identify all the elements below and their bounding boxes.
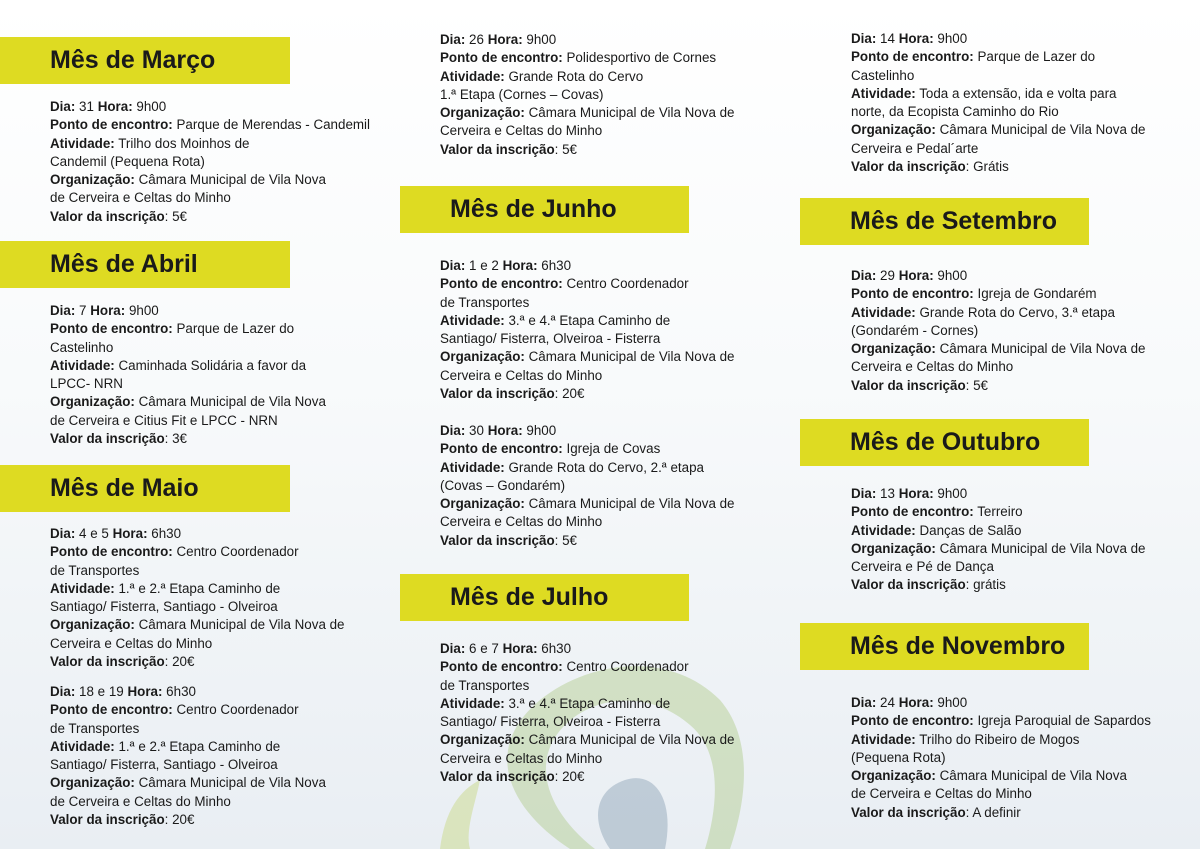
fee-label: Valor da inscrição <box>50 812 165 828</box>
dia-hora-line <box>440 31 735 49</box>
dia-value: 1 e 2 <box>469 258 499 273</box>
organization-value: Câmara Municipal de Vila Nova de <box>939 122 1146 138</box>
activity-line <box>440 477 735 495</box>
dia-label: Dia: <box>50 526 76 541</box>
organization-value: Cerveira e Celtas do Minho <box>440 514 603 530</box>
banner-marco <box>0 37 290 84</box>
hora-value: 9h00 <box>136 99 167 114</box>
organization-value: Câmara Municipal de Vila Nova de <box>528 732 735 748</box>
organization-value: Cerveira e Celtas do Minho <box>50 635 213 651</box>
activity-value: Santiago/ Fisterra, Olveiroa - Fisterra <box>440 714 661 730</box>
dia-hora-line <box>440 257 735 275</box>
meeting-point-label: Ponto de encontro: <box>50 544 173 560</box>
activity-line <box>440 68 735 86</box>
organization-value: Câmara Municipal de Vila Nova <box>138 394 326 410</box>
meeting-point-line <box>440 677 735 695</box>
fee-label: Valor da inscrição <box>50 654 165 670</box>
activity-value: Trilho dos Moinhos de <box>118 135 250 151</box>
organization-line <box>851 767 1151 785</box>
meeting-point-value: Centro Coordenador <box>176 544 299 560</box>
activity-value: 3.ª e 4.ª Etapa Caminho de <box>508 312 671 328</box>
activity-value: Grande Rota do Cervo, 2.ª etapa <box>508 459 704 475</box>
event-entry <box>440 640 735 786</box>
meeting-point-value: Terreiro <box>977 504 1023 520</box>
organization-value: Câmara Municipal de Vila Nova <box>138 775 326 791</box>
dia-hora-line <box>50 302 326 320</box>
meeting-point-line <box>440 658 735 676</box>
fee-line: Valor da inscrição: A definir <box>851 804 1021 820</box>
organization-label: Organização: <box>440 732 525 748</box>
organization-value: Câmara Municipal de Vila Nova <box>939 768 1127 784</box>
activity-line <box>851 749 1151 767</box>
meeting-point-line <box>440 49 735 67</box>
activity-line <box>50 598 345 616</box>
event-entry <box>851 485 1146 595</box>
activity-value: (Gondarém - Cornes) <box>851 322 979 338</box>
activity-line <box>50 357 326 375</box>
organization-value: Cerveira e Pé de Dança <box>851 559 994 575</box>
organization-value: Câmara Municipal de Vila Nova <box>138 172 326 188</box>
meeting-point-value: Parque de Merendas - Candemil <box>176 117 371 133</box>
meeting-point-line <box>851 48 1146 66</box>
fee-label: Valor da inscrição <box>50 431 165 447</box>
hora-label: Hora: <box>898 268 934 283</box>
organization-value: de Cerveira e Celtas do Minho <box>50 793 231 809</box>
organization-label: Organização: <box>851 768 936 784</box>
event-entry <box>50 525 345 671</box>
dia-hora-line <box>851 694 1151 712</box>
dia-value: 18 e 19 <box>79 684 124 699</box>
fee-line: Valor da inscrição: 20€ <box>440 769 585 785</box>
activity-value: Grande Rota do Cervo, 3.ª etapa <box>919 304 1115 320</box>
organization-value: Câmara Municipal de Vila Nova de <box>528 496 735 512</box>
meeting-point-value: Centro Coordenador <box>566 659 689 675</box>
fee-label: Valor da inscrição <box>50 208 165 224</box>
organization-line <box>50 393 326 411</box>
activity-value: Santiago/ Fisterra, Santiago - Olveiroa <box>50 599 278 615</box>
activity-label: Atividade: <box>851 731 916 747</box>
dia-hora-line <box>851 485 1146 503</box>
dia-hora-line <box>851 267 1146 285</box>
dia-value: 14 <box>880 31 895 46</box>
fee-line: Valor da inscrição: 20€ <box>50 654 195 670</box>
activity-value: LPCC- NRN <box>50 376 123 392</box>
fee-value: A definir <box>972 804 1021 820</box>
meeting-point-line <box>50 543 345 561</box>
hora-label: Hora: <box>898 486 934 501</box>
month-title: Mês de Março <box>50 46 216 74</box>
organization-value: Cerveira e Celtas do Minho <box>440 367 603 383</box>
organization-line <box>851 358 1146 376</box>
hora-value: 6h30 <box>166 684 196 699</box>
meeting-point-value: Polidesportivo de Cornes <box>566 50 717 66</box>
hora-label: Hora: <box>502 258 538 273</box>
event-entry <box>440 257 735 403</box>
month-title: Mês de Novembro <box>850 632 1066 660</box>
meeting-point-label: Ponto de encontro: <box>440 659 563 675</box>
meeting-point-line <box>851 67 1146 85</box>
organization-label: Organização: <box>440 349 525 365</box>
banner-abril <box>0 241 290 288</box>
organization-line <box>440 104 735 122</box>
organization-label: Organização: <box>851 341 936 357</box>
meeting-point-value: de Transportes <box>440 677 530 693</box>
activity-label: Atividade: <box>851 522 916 538</box>
organization-value: de Cerveira e Celtas do Minho <box>851 786 1032 802</box>
activity-line <box>851 85 1146 103</box>
fee-label: Valor da inscrição <box>440 532 555 548</box>
meeting-point-label: Ponto de encontro: <box>440 441 563 457</box>
organization-line <box>851 140 1146 158</box>
meeting-point-value: Centro Coordenador <box>566 276 689 292</box>
event-entry <box>440 31 735 159</box>
hora-label: Hora: <box>487 32 523 47</box>
activity-label: Atividade: <box>440 68 505 84</box>
organization-line <box>440 731 735 749</box>
hora-label: Hora: <box>898 695 934 710</box>
activity-line <box>440 459 735 477</box>
event-entry <box>440 422 735 550</box>
activity-label: Atividade: <box>50 738 115 754</box>
meeting-point-value: Parque de Lazer do <box>176 321 295 337</box>
dia-label: Dia: <box>440 423 466 438</box>
organization-line <box>440 513 735 531</box>
fee-value: 5€ <box>973 377 988 393</box>
activity-value: (Pequena Rota) <box>851 749 946 765</box>
activity-value: Trilho do Ribeiro de Mogos <box>919 731 1080 747</box>
organization-label: Organização: <box>851 540 936 556</box>
organization-label: Organização: <box>50 775 135 791</box>
organization-value: Cerveira e Celtas do Minho <box>440 123 603 139</box>
meeting-point-value: de Transportes <box>50 720 140 736</box>
fee-line: Valor da inscrição: 5€ <box>440 532 577 548</box>
organization-line <box>50 171 370 189</box>
meeting-point-line <box>50 320 326 338</box>
fee-line: Valor da inscrição: Grátis <box>851 159 1009 175</box>
activity-label: Atividade: <box>50 135 115 151</box>
fee-label: Valor da inscrição <box>851 159 966 175</box>
activity-label: Atividade: <box>440 459 505 475</box>
banner-novembro <box>800 623 1089 670</box>
meeting-point-label: Ponto de encontro: <box>440 50 563 66</box>
fee-value: grátis <box>973 577 1006 593</box>
dia-value: 30 <box>469 423 484 438</box>
organization-value: de Cerveira e Citius Fit e LPCC - NRN <box>50 412 278 428</box>
meeting-point-line <box>440 440 735 458</box>
activity-value: Candemil (Pequena Rota) <box>50 153 205 169</box>
meeting-point-value: Centro Coordenador <box>176 702 299 718</box>
meeting-point-label: Ponto de encontro: <box>851 49 974 65</box>
organization-value: Câmara Municipal de Vila Nova de <box>939 341 1146 357</box>
month-title: Mês de Outubro <box>850 428 1041 456</box>
organization-line <box>851 540 1146 558</box>
organization-line <box>50 774 326 792</box>
meeting-point-line <box>851 285 1146 303</box>
fee-label: Valor da inscrição <box>851 377 966 393</box>
dia-value: 31 <box>79 99 94 114</box>
activity-line <box>50 153 370 171</box>
meeting-point-value: de Transportes <box>50 562 140 578</box>
dia-label: Dia: <box>50 684 76 699</box>
banner-julho <box>400 574 689 621</box>
meeting-point-line <box>50 720 326 738</box>
organization-value: de Cerveira e Celtas do Minho <box>50 190 231 206</box>
meeting-point-line <box>440 294 735 312</box>
activity-label: Atividade: <box>50 580 115 596</box>
organization-label: Organização: <box>440 496 525 512</box>
activity-value: 1.ª Etapa (Cornes – Covas) <box>440 86 604 102</box>
organization-value: Câmara Municipal de Vila Nova de <box>939 540 1146 556</box>
meeting-point-value: Parque de Lazer do <box>977 49 1096 65</box>
month-title: Mês de Abril <box>50 250 198 278</box>
organization-line <box>50 635 345 653</box>
dia-hora-line <box>50 98 370 116</box>
organization-line <box>440 495 735 513</box>
hora-label: Hora: <box>90 303 126 318</box>
dia-label: Dia: <box>440 32 466 47</box>
organization-line <box>50 793 326 811</box>
hora-label: Hora: <box>127 684 163 699</box>
organization-value: Câmara Municipal de Vila Nova de <box>528 105 735 121</box>
event-entry <box>50 683 326 829</box>
hora-value: 6h30 <box>151 526 182 541</box>
fee-line: Valor da inscrição: 20€ <box>50 812 195 828</box>
dia-label: Dia: <box>851 486 877 501</box>
activity-label: Atividade: <box>440 312 505 328</box>
dia-value: 6 e 7 <box>469 641 499 656</box>
dia-value: 7 <box>79 303 87 318</box>
fee-value: 20€ <box>172 812 195 828</box>
dia-value: 4 e 5 <box>79 526 109 541</box>
activity-line <box>440 330 735 348</box>
organization-line <box>440 348 735 366</box>
hora-value: 9h00 <box>937 268 968 283</box>
activity-line <box>440 312 735 330</box>
hora-label: Hora: <box>898 31 934 46</box>
organization-value: Câmara Municipal de Vila Nova de <box>138 617 345 633</box>
dia-hora-line <box>440 640 735 658</box>
activity-line <box>50 580 345 598</box>
fee-value: 20€ <box>172 654 195 670</box>
banner-setembro <box>800 198 1089 245</box>
hora-label: Hora: <box>502 641 538 656</box>
event-entry <box>851 694 1151 822</box>
fee-value: Grátis <box>973 159 1009 175</box>
dia-hora-line <box>50 683 326 701</box>
meeting-point-label: Ponto de encontro: <box>851 286 974 302</box>
month-title: Mês de Maio <box>50 474 199 502</box>
organization-line <box>440 750 735 768</box>
meeting-point-label: Ponto de encontro: <box>50 321 173 337</box>
fee-value: 5€ <box>562 532 577 548</box>
organization-line <box>440 122 735 140</box>
organization-line <box>50 189 370 207</box>
fee-value: 3€ <box>172 431 187 447</box>
meeting-point-label: Ponto de encontro: <box>50 117 173 133</box>
dia-label: Dia: <box>851 695 877 710</box>
activity-line <box>440 86 735 104</box>
event-entry <box>50 98 370 226</box>
activity-label: Atividade: <box>50 357 115 373</box>
activity-line <box>851 322 1146 340</box>
activity-value: norte, da Ecopista Caminho do Rio <box>851 104 1059 120</box>
fee-value: 5€ <box>562 141 577 157</box>
organization-label: Organização: <box>851 122 936 138</box>
dia-label: Dia: <box>440 641 466 656</box>
dia-value: 26 <box>469 32 484 47</box>
fee-line: Valor da inscrição: grátis <box>851 577 1006 593</box>
meeting-point-label: Ponto de encontro: <box>50 702 173 718</box>
dia-label: Dia: <box>50 99 76 114</box>
dia-label: Dia: <box>440 258 466 273</box>
dia-hora-line <box>50 525 345 543</box>
meeting-point-line <box>851 712 1151 730</box>
dia-label: Dia: <box>851 31 877 46</box>
dia-value: 29 <box>880 268 895 283</box>
fee-label: Valor da inscrição <box>851 577 966 593</box>
meeting-point-value: Igreja de Covas <box>566 441 661 457</box>
activity-value: Caminhada Solidária a favor da <box>118 357 307 373</box>
meeting-point-label: Ponto de encontro: <box>440 276 563 292</box>
activity-value: 3.ª e 4.ª Etapa Caminho de <box>508 695 671 711</box>
meeting-point-value: Castelinho <box>50 339 114 355</box>
meeting-point-line <box>50 562 345 580</box>
meeting-point-value: Castelinho <box>851 67 915 83</box>
organization-value: Cerveira e Celtas do Minho <box>440 750 603 766</box>
dia-value: 13 <box>880 486 895 501</box>
fee-value: 20€ <box>562 769 585 785</box>
meeting-point-line <box>50 339 326 357</box>
organization-label: Organização: <box>50 172 135 188</box>
event-entry <box>50 302 326 448</box>
activity-value: Santiago/ Fisterra, Santiago - Olveiroa <box>50 757 278 773</box>
activity-value: Grande Rota do Cervo <box>508 68 644 84</box>
organization-value: Cerveira e Celtas do Minho <box>851 359 1014 375</box>
meeting-point-value: Igreja de Gondarém <box>977 286 1097 302</box>
hora-value: 9h00 <box>526 32 557 47</box>
activity-line <box>851 522 1146 540</box>
organization-line <box>851 785 1151 803</box>
fee-line: Valor da inscrição: 5€ <box>851 377 988 393</box>
organization-line <box>50 412 326 430</box>
meeting-point-line <box>440 275 735 293</box>
fee-line: Valor da inscrição: 5€ <box>440 141 577 157</box>
banner-junho <box>400 186 689 233</box>
organization-line <box>440 367 735 385</box>
dia-value: 24 <box>880 695 895 710</box>
organization-value: Cerveira e Pedal´arte <box>851 140 979 156</box>
activity-line <box>50 375 326 393</box>
dia-hora-line <box>851 30 1146 48</box>
activity-value: Santiago/ Fisterra, Olveiroa - Fisterra <box>440 331 661 347</box>
hora-value: 9h00 <box>526 423 557 438</box>
meeting-point-line <box>50 116 370 134</box>
meeting-point-label: Ponto de encontro: <box>851 504 974 520</box>
hora-label: Hora: <box>487 423 523 438</box>
activity-value: (Covas – Gondarém) <box>440 477 566 493</box>
banner-maio <box>0 465 290 512</box>
fee-label: Valor da inscrição <box>440 141 555 157</box>
organization-line <box>851 558 1146 576</box>
meeting-point-value: de Transportes <box>440 294 530 310</box>
hora-value: 6h30 <box>541 258 572 273</box>
activity-line <box>440 695 735 713</box>
hora-value: 9h00 <box>128 303 159 318</box>
activity-line <box>851 304 1146 322</box>
activity-label: Atividade: <box>440 695 505 711</box>
event-entry <box>851 30 1146 176</box>
activity-line <box>50 135 370 153</box>
month-title: Mês de Julho <box>450 583 609 611</box>
month-title: Mês de Setembro <box>850 207 1058 235</box>
organization-label: Organização: <box>50 617 135 633</box>
fee-line: Valor da inscrição: 20€ <box>440 386 585 402</box>
fee-label: Valor da inscrição <box>851 804 966 820</box>
activity-line <box>440 713 735 731</box>
organization-label: Organização: <box>440 105 525 121</box>
activity-label: Atividade: <box>851 85 916 101</box>
dia-label: Dia: <box>851 268 877 283</box>
meeting-point-line <box>50 701 326 719</box>
activity-value: 1.ª e 2.ª Etapa Caminho de <box>118 738 281 754</box>
fee-value: 20€ <box>562 386 585 402</box>
hora-label: Hora: <box>97 99 133 114</box>
fee-line: Valor da inscrição: 5€ <box>50 208 187 224</box>
meeting-point-line <box>851 503 1146 521</box>
fee-label: Valor da inscrição <box>440 386 555 402</box>
hora-value: 9h00 <box>937 695 968 710</box>
dia-hora-line <box>440 422 735 440</box>
hora-label: Hora: <box>112 526 148 541</box>
fee-line: Valor da inscrição: 3€ <box>50 431 187 447</box>
organization-label: Organização: <box>50 394 135 410</box>
hora-value: 9h00 <box>937 486 968 501</box>
fee-value: 5€ <box>172 208 187 224</box>
month-title: Mês de Junho <box>450 195 617 223</box>
activity-value: 1.ª e 2.ª Etapa Caminho de <box>118 580 281 596</box>
activity-line <box>851 731 1151 749</box>
activity-value: Danças de Salão <box>919 522 1022 538</box>
dia-label: Dia: <box>50 303 76 318</box>
hora-value: 6h30 <box>541 641 572 656</box>
organization-line <box>851 121 1146 139</box>
meeting-point-label: Ponto de encontro: <box>851 713 974 729</box>
activity-value: Toda a extensão, ida e volta para <box>919 85 1117 101</box>
organization-line <box>50 616 345 634</box>
activity-label: Atividade: <box>851 304 916 320</box>
activity-line <box>50 756 326 774</box>
organization-value: Câmara Municipal de Vila Nova de <box>528 349 735 365</box>
activity-line <box>50 738 326 756</box>
organization-line <box>851 340 1146 358</box>
meeting-point-value: Igreja Paroquial de Sapardos <box>977 713 1151 729</box>
event-entry <box>851 267 1146 395</box>
banner-outubro <box>800 419 1089 466</box>
hora-value: 9h00 <box>937 31 968 46</box>
fee-label: Valor da inscrição <box>440 769 555 785</box>
activity-line <box>851 103 1146 121</box>
